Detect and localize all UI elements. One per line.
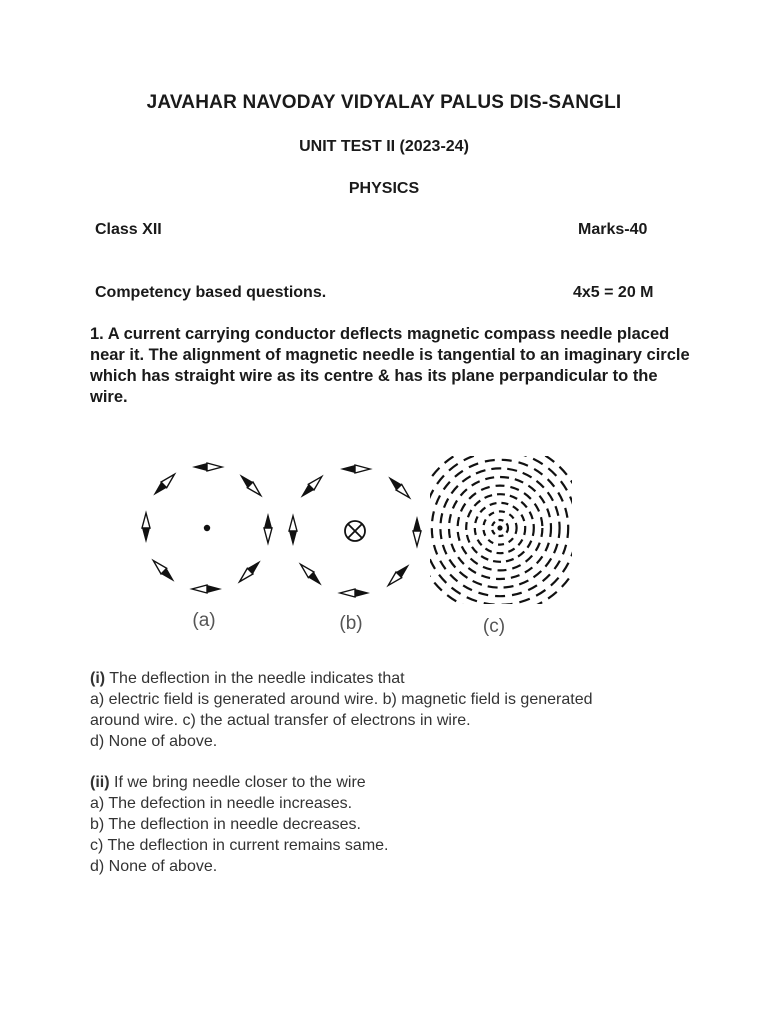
compass-needle-icon <box>192 585 222 593</box>
compass-needle-icon <box>385 474 412 501</box>
option-line: around wire. c) the actual transfer of electrons in wire. <box>90 712 471 729</box>
compass-needle-icon <box>264 513 272 543</box>
subquestion-ii-text: If we bring needle closer to the wire <box>109 774 366 791</box>
subquestion-i <box>90 668 710 752</box>
caption-b: (b) <box>339 613 363 634</box>
question-1-text: 1. A current carrying conductor deflects magnetic compass needle placed near it. The alignment of magnetic needle is tangential to an imaginary circle which has straight wire as its centre & has its plane perpandicular to the wire. <box>90 325 690 406</box>
compass-needle-icon <box>340 465 370 473</box>
compass-needle-icon <box>192 463 222 471</box>
class-label: Class XII <box>95 221 162 238</box>
compass-needle-icon <box>150 471 177 498</box>
subquestion-ii <box>90 772 710 877</box>
subquestion-ii-number: (ii) <box>90 774 110 791</box>
compass-needle-icon <box>298 474 325 501</box>
compass-needle-icon <box>413 516 421 546</box>
subject-title: PHYSICS <box>348 180 420 197</box>
compass-needle-icon <box>237 471 264 498</box>
option-line: d) None of above. <box>90 733 218 750</box>
school-name: JAVAHAR NAVODAY VIDYALAY PALUS DIS-SANGLI <box>146 92 622 113</box>
subquestion-ii-stem <box>90 772 710 793</box>
compass-needle-icon <box>289 516 297 546</box>
caption-c: (c) <box>482 616 506 637</box>
panel-a-compass-circle <box>142 463 272 593</box>
option-line: a) electric field is generated around wire. b) magnetic field is generated <box>90 691 593 708</box>
compass-needle-icon <box>237 558 264 585</box>
wire-dot <box>204 525 210 531</box>
panel-c-field-lines <box>415 450 586 613</box>
wire-dot <box>497 525 502 530</box>
compass-needle-icon <box>150 558 177 585</box>
test-title: UNIT TEST II (2023-24) <box>299 138 469 155</box>
compass-needle-icon <box>385 561 412 588</box>
subquestion-i-number: (i) <box>90 670 106 687</box>
caption-a: (a) <box>192 610 216 631</box>
section-marks: 4x5 = 20 M <box>573 284 654 301</box>
compass-needle-icon <box>340 589 370 597</box>
compass-needle-icon <box>142 513 150 543</box>
section-title: Competency based questions. <box>95 284 327 301</box>
option-line: b) The deflection in needle decreases. <box>90 816 361 833</box>
option-line: a) The defection in needle increases. <box>90 795 353 812</box>
panel-b-compass-circle <box>289 465 421 597</box>
compass-needle-icon <box>298 561 325 588</box>
subquestion-i-text: The deflection in the needle indicates that <box>105 670 405 687</box>
option-line: d) None of above. <box>90 858 218 875</box>
option-line: c) The deflection in current remains same. <box>90 837 389 854</box>
total-marks: Marks-40 <box>578 221 648 238</box>
compass-needle-figure <box>130 450 590 640</box>
subquestion-i-stem <box>90 668 710 689</box>
